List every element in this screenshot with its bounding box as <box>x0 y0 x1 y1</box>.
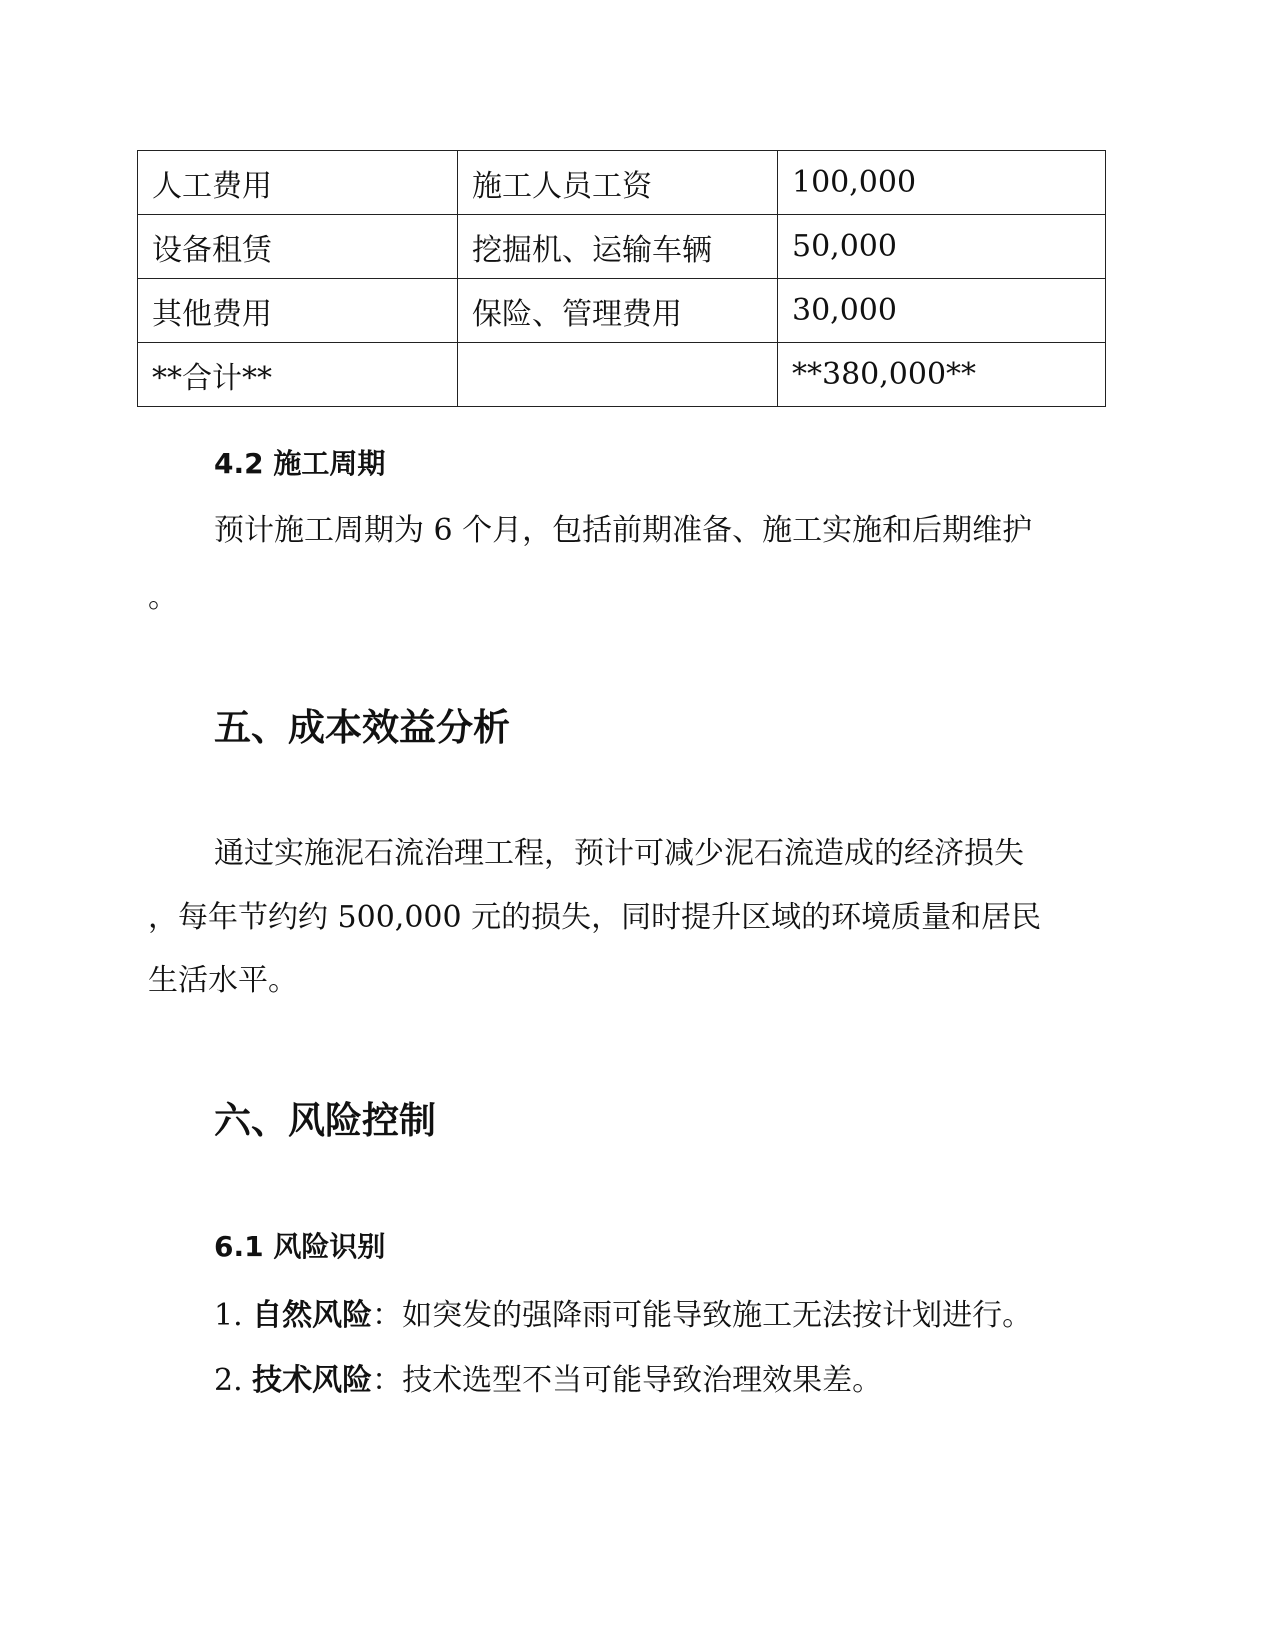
list-item <box>214 1355 882 1399</box>
section-4-2-paragraph-line: 。 <box>148 580 178 615</box>
list-item-label: 自然风险 <box>252 1298 373 1333</box>
list-item-separator: ： <box>372 1298 403 1333</box>
list-item <box>214 1290 1032 1334</box>
section-6-heading: 六、风险控制 <box>214 1099 436 1142</box>
table-cell: 50,000 <box>778 215 1106 279</box>
table-cell: **380,000** <box>778 343 1106 407</box>
table-row-total <box>138 343 1106 407</box>
table-cell: 施工人员工资 <box>458 151 778 215</box>
section-6-1-heading: 6.1 风险识别 <box>214 1230 386 1263</box>
section-4-2-paragraph-line: 预计施工周期为 6 个月，包括前期准备、施工实施和后期维护 <box>214 513 1033 548</box>
table-cell: 保险、管理费用 <box>458 279 778 343</box>
list-item-text: 如突发的强降雨可能导致施工无法按计划进行。 <box>402 1298 1033 1333</box>
list-item-number: 2. <box>214 1363 243 1398</box>
list-item-label: 技术风险 <box>252 1363 373 1398</box>
list-item-number: 1. <box>214 1298 243 1333</box>
cost-table <box>137 150 1106 407</box>
table-cell: 人工费用 <box>138 151 458 215</box>
section-5-paragraph-line: ，每年节约约 500,000 元的损失，同时提升区域的环境质量和居民 <box>148 900 1042 935</box>
table-cell: 其他费用 <box>138 279 458 343</box>
list-item-text: 技术选型不当可能导致治理效果差。 <box>402 1363 883 1398</box>
section-5-paragraph-line: 生活水平。 <box>148 963 298 998</box>
section-4-2-heading: 4.2 施工周期 <box>214 447 386 480</box>
table-row <box>138 151 1106 215</box>
table-cell: 挖掘机、运输车辆 <box>458 215 778 279</box>
table-cell <box>458 343 778 407</box>
section-5-heading: 五、成本效益分析 <box>214 706 510 749</box>
table-cell: 设备租赁 <box>138 215 458 279</box>
table-cell: 30,000 <box>778 279 1106 343</box>
section-5-paragraph-line: 通过实施泥石流治理工程，预计可减少泥石流造成的经济损失 <box>214 836 1024 871</box>
table-row <box>138 215 1106 279</box>
table-cell: **合计** <box>138 343 458 407</box>
table-cell: 100,000 <box>778 151 1106 215</box>
list-item-separator: ： <box>372 1363 403 1398</box>
table-row <box>138 279 1106 343</box>
